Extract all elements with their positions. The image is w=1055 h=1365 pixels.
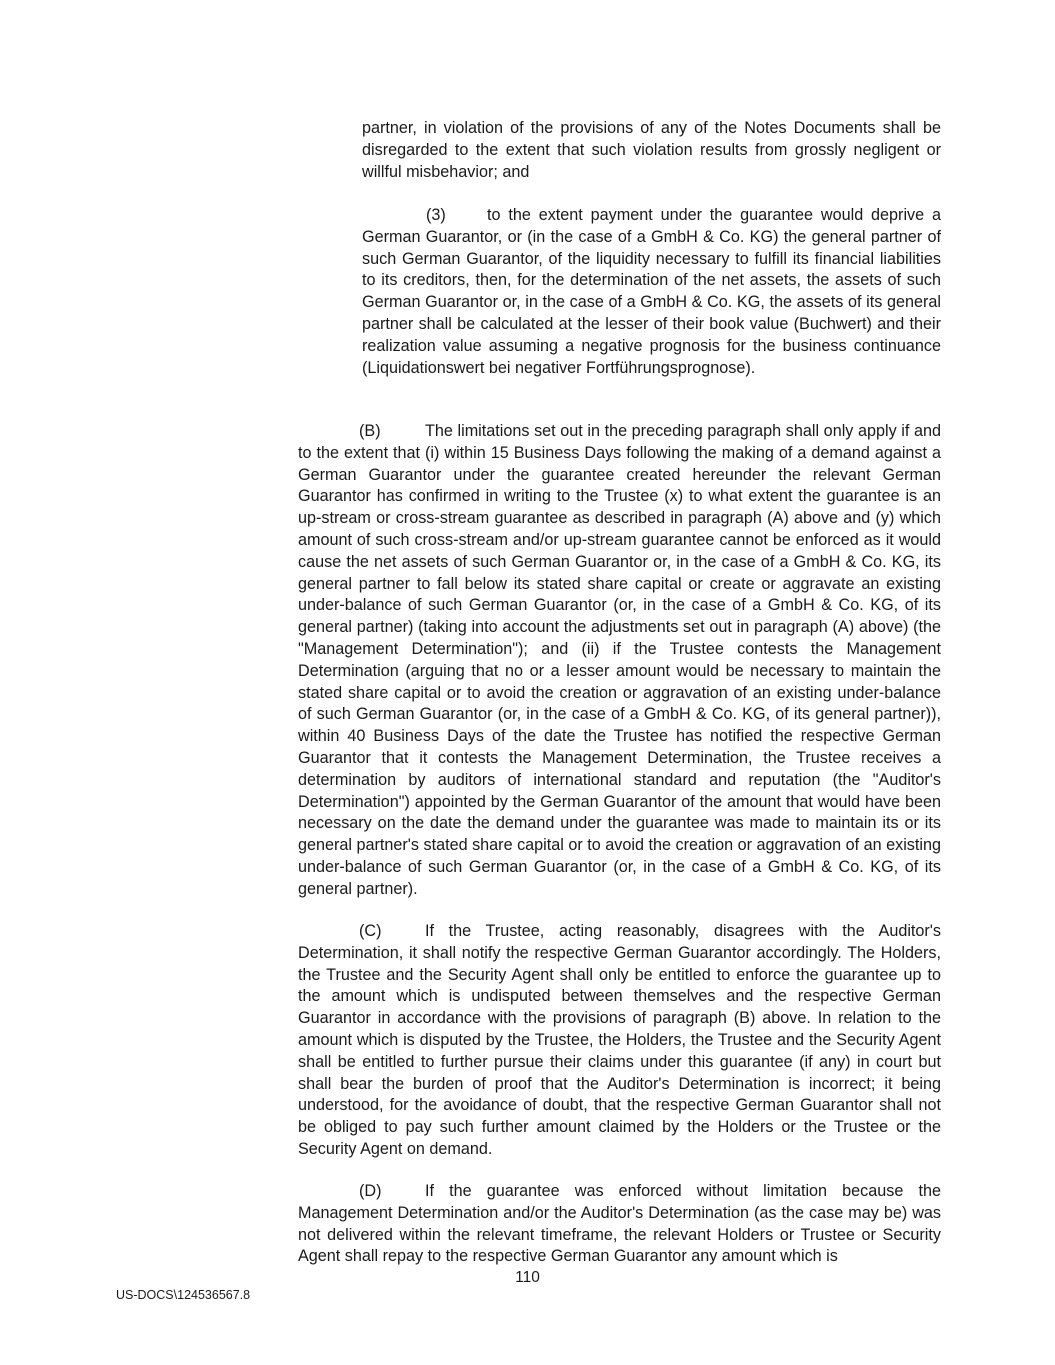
page-number: 110: [515, 1269, 540, 1286]
subclause-3-text: to the extent payment under the guarantee would deprive a German Guarantor, or (in the case of a GmbH & Co. KG) the general partner of such German Guarantor, of the liquidity necessary to fulfill its financial liabilities to its creditors, then, for the determination of the net assets, the assets of such German Guarantor or, in the case of a GmbH & Co. KG, the assets of its general partner shall be calculated at the lesser of their book value (Buchwert) and their realization value assuming a negative prognosis for the business continuance (Liquidationswert bei negativer Fortführungsprognose).: [362, 206, 941, 377]
paragraph-c: [298, 921, 941, 1161]
paragraph-d-marker: (D): [359, 1182, 382, 1200]
subclause-3-marker: (3): [426, 206, 446, 224]
paragraph-b: [298, 421, 941, 901]
document-id: US-DOCS\124536567.8: [116, 1288, 251, 1302]
paragraph-b-marker: (B): [359, 422, 381, 440]
subclause-3: [362, 205, 941, 379]
paragraph-b-text: The limitations set out in the preceding paragraph shall only apply if and to the extent that (i) within 15 Business Days following the making of a demand against a German Guarantor under the guarantee created hereunder the relevant German Guarantor has confirmed in writing to the Trustee (x) to what extent the guarantee is an up-stream or cross-stream guarantee as described in paragraph (A) above and (y) which amount of such cross-stream and/or up-stream guarantee cannot be enforced as it would cause the net assets of such German Guarantor or, in the case of a GmbH & Co. KG, its general partner to fall below its stated share capital or create or aggravate an existing under-balance of such German Guarantor (or, in the case of a GmbH & Co. KG, of its general partner) (taking into account the adjustments set out in paragraph (A) above) (the "Management Determination"); and (ii) if the Trustee contests the Management Determination (arguing that no or a lesser amount would be necessary to maintain the stated share capital or to avoid the creation or aggravation of an existing under-balance of such German Guarantor (or, in the case of a GmbH & Co. KG, of its general partner)), within 40 Business Days of the date the Trustee has notified the respective German Guarantor that it contests the Management Determination, the Trustee receives a determination by auditors of international standard and reputation (the "Auditor's Determination") appointed by the German Guarantor of the amount that would have been necessary on the date the demand under the guarantee was made to maintain its or its general partner's stated share capital or to avoid the creation or aggravation of an existing under-balance of such German Guarantor (or, in the case of a GmbH & Co. KG, of its general partner).: [298, 422, 941, 898]
continuation-paragraph: partner, in violation of the provisions of any of the Notes Documents shall be disregarded to the extent that such violation results from grossly negligent or willful misbehavior; and: [362, 119, 941, 181]
paragraph-c-marker: (C): [359, 922, 382, 940]
paragraph-c-text: If the Trustee, acting reasonably, disagrees with the Auditor's Determination, it shall notify the respective German Guarantor accordingly. The Holders, the Trustee and the Security Agent shall only be entitled to enforce the guarantee up to the amount which is undisputed between themselves and the respective German Guarantor in accordance with the provisions of paragraph (B) above. In relation to the amount which is disputed by the Trustee, the Holders, the Trustee and the Security Agent shall be entitled to further pursue their claims under this guarantee (if any) in court but shall bear the burden of proof that the Auditor's Determination is incorrect; it being understood, for the avoidance of doubt, that the respective German Guarantor shall not be obliged to pay such further amount claimed by the Holders or the Trustee or the Security Agent on demand.: [298, 922, 941, 1158]
paragraph-d: [298, 1181, 941, 1268]
paragraph-d-text: If the guarantee was enforced without limitation because the Management Determination and/or the Auditor's Determination (as the case may be) was not delivered within the relevant timeframe, the relevant Holders or Trustee or Security Agent shall repay to the respective German Guarantor any amount which is: [298, 1182, 941, 1266]
